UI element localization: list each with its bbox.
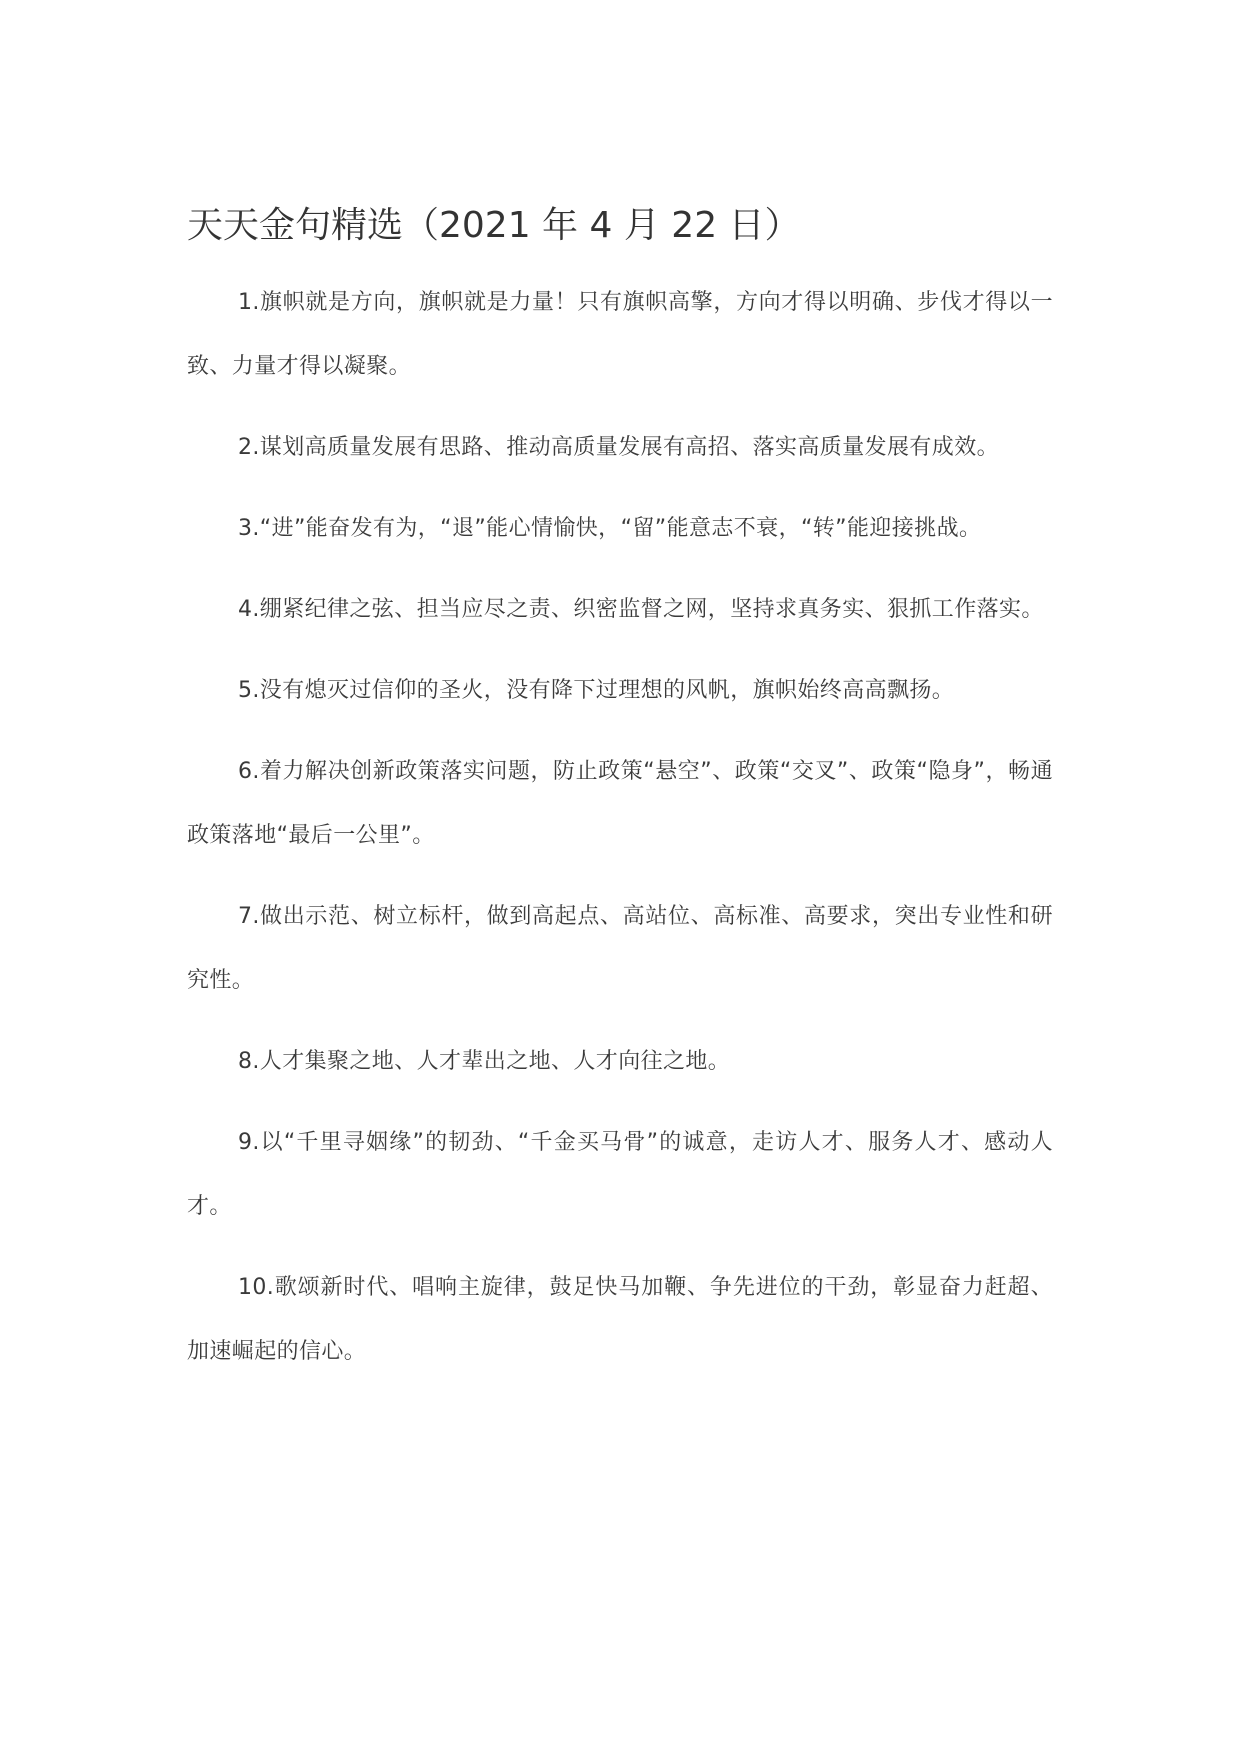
- quote-paragraph-6: 6.着力解决创新政策落实问题，防止政策“悬空”、政策“交叉”、政策“隐身”，畅通政策落地“最后一公里”。: [187, 759, 1053, 848]
- quote-paragraph-9: 9.以“千里寻姻缘”的韧劲、“千金买马骨”的诚意，走访人才、服务人才、感动人才。: [187, 1130, 1053, 1219]
- quote-paragraph-4: 4.绷紧纪律之弦、担当应尽之责、织密监督之网，坚持求真务实、狠抓工作落实。: [238, 597, 1044, 622]
- quote-paragraph-3: 3.“进”能奋发有为，“退”能心情愉快，“留”能意志不衰，“转”能迎接挑战。: [238, 516, 982, 541]
- quote-paragraph-8: 8.人才集聚之地、人才辈出之地、人才向往之地。: [238, 1049, 731, 1074]
- document-title: 天天金句精选（2021 年 4 月 22 日）: [187, 205, 801, 246]
- quote-paragraph-5: 5.没有熄灭过信仰的圣火，没有降下过理想的风帆，旗帜始终高高飘扬。: [238, 678, 955, 703]
- quote-list: [187, 271, 1053, 1401]
- quote-paragraph-7: 7.做出示范、树立标杆，做到高起点、高站位、高标准、高要求，突出专业性和研究性。: [187, 904, 1053, 993]
- quote-paragraph-1: 1.旗帜就是方向，旗帜就是力量！只有旗帜高擎，方向才得以明确、步伐才得以一致、力量才得以凝聚。: [187, 290, 1053, 379]
- quote-paragraph-10: 10.歌颂新时代、唱响主旋律，鼓足快马加鞭、争先进位的干劲，彰显奋力赶超、加速崛起的信心。: [187, 1275, 1053, 1364]
- quote-paragraph-2: 2.谋划高质量发展有思路、推动高质量发展有高招、落实高质量发展有成效。: [238, 435, 999, 460]
